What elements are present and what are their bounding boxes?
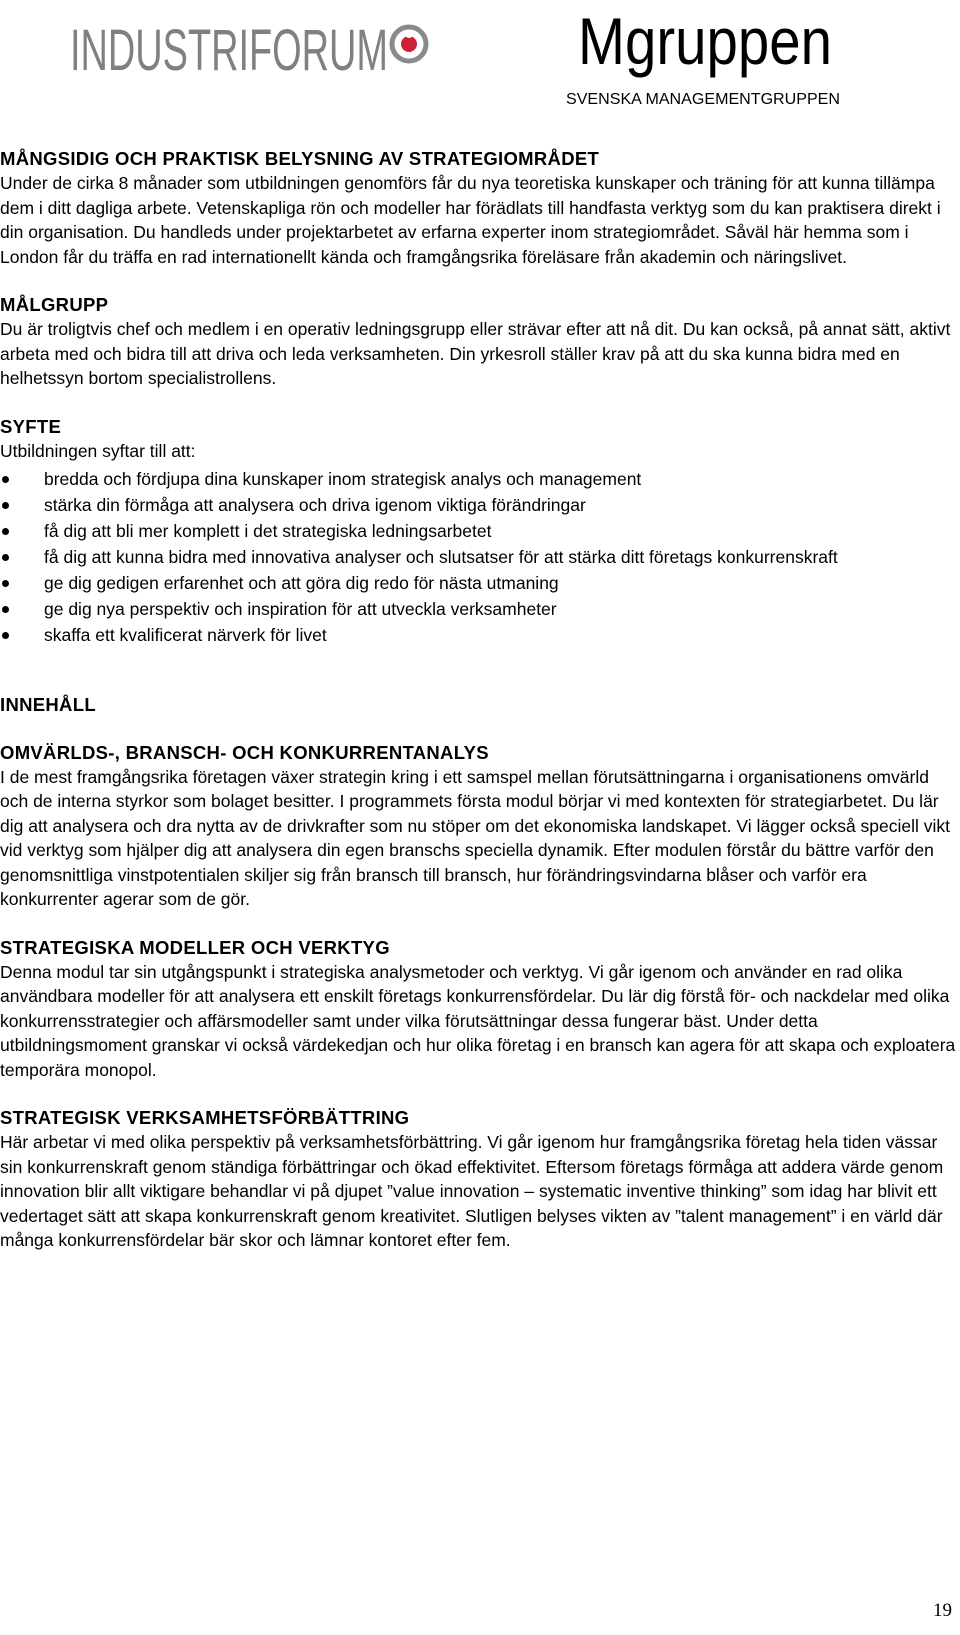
list-item: [0, 545, 960, 570]
paragraph-strategiska-modeller: Denna modul tar sin utgångspunkt i strategiska analysmetoder och verktyg. Vi går igenom och använder en rad olika användbara modeller för att analysera ett enskilt företags konkurrensfördelar. Du lär dig förstå för- och nackdelar med olika konkurrensstrategier och affärsmodeller samt under vilka förutsättningar dessa fungerar bäst. Under detta utbildningsmoment granskar vi också värdekedjan och hur olika företag i en bransch kan agera för att skapa och exploatera temporära monopol.: [0, 961, 956, 1080]
industriforum-logo-text: INDUSTRIFORUM: [70, 18, 388, 83]
section-strategiska-modeller: [0, 935, 960, 1083]
section-verksamhetsforbattring: [0, 1105, 960, 1253]
paragraph-verksamhetsforbattring: Här arbetar vi med olika perspektiv på verksamhetsförbättring. Vi går igenom hur framgångsrika företag hela tiden vässar sin konkurrenskraft genom ständiga förbättringar och ökad effektivitet. Eftersom företags förmåga att addera värde genom innovation blir allt viktigare behandlar vi på djupet ”value innovation – systematic inventive thinking” som idag har blivit ett vedertaget sätt att skapa konkurrenskraft genom kreativitet. Slutligen belyses vikten av ”talent management” i en värld där många konkurrensfördelar bär skor och lämnar kontoret efter fem.: [0, 1132, 944, 1250]
list-item: [0, 467, 960, 492]
document-body: [0, 146, 960, 1276]
bullet-icon: [2, 528, 9, 535]
paragraph-belysning: Under de cirka 8 månader som utbildningen genomförs får du nya teoretiska kunskaper och träning för att kunna tillämpa dem i ditt dagliga arbete. Vetenskapliga rön och modeller har förädlats till handfasta verktyg som du kan praktisera direkt i din organisation. Du handleds under projektarbetet av erfarna experter inom strategiområdet. Såväl här hemma som i London får du träffa en rad internationellt kända och framgångsrika föreläsare från akademin och näringslivet.: [0, 173, 941, 267]
heading-malgrupp: MÅLGRUPP: [0, 294, 109, 315]
section-malgrupp: [0, 292, 960, 391]
mgruppen-logo: [566, 0, 886, 112]
paragraph-malgrupp: Du är troligtvis chef och medlem i en operativ ledningsgrupp eller strävar efter att nå dit. Du kan också, på annat sätt, aktivt arbeta med och bidra till att driva och leda verksamheten. Din yrkesroll ställer krav på att du ska kunna bidra med en helhetssyn bortom specialistrollens.: [0, 319, 951, 388]
bullet-icon: [2, 476, 9, 483]
section-omvarldsanalys: [0, 740, 960, 912]
bullet-icon: [2, 580, 9, 587]
heading-syfte: SYFTE: [0, 415, 62, 437]
list-item: [0, 597, 960, 622]
list-item: [0, 493, 960, 518]
bullet-text: ge dig nya perspektiv och inspiration för att utveckla verksamheter: [44, 599, 557, 619]
heading-omvarldsanalys: OMVÄRLDS-, BRANSCH- OCH KONKURRENTANALYS: [0, 741, 489, 763]
mgruppen-logo-title: Mgruppen: [578, 4, 832, 78]
page-number: 19: [933, 1600, 952, 1621]
list-item: [0, 571, 960, 596]
bullet-icon: [2, 606, 9, 613]
heading-verksamhetsforbattring: STRATEGISK VERKSAMHETSFÖRBÄTTRING: [0, 1107, 410, 1128]
industriforum-emblem-icon: [392, 27, 426, 61]
bullet-text: få dig att kunna bidra med innovativa analyser och slutsatser för att stärka ditt företags konkurrenskraft: [44, 547, 838, 567]
syfte-intro: Utbildningen syftar till att:: [0, 440, 196, 461]
bullet-icon: [2, 554, 9, 561]
bullet-text: bredda och fördjupa dina kunskaper inom strategisk analys och management: [44, 469, 642, 489]
heading-belysning: MÅNGSIDIG OCH PRAKTISK BELYSNING AV STRATEGIOMRÅDET: [0, 148, 600, 169]
bullet-text: stärka din förmåga att analysera och driva igenom viktiga förändringar: [44, 495, 586, 515]
section-syfte: [0, 414, 960, 648]
heading-innehall: INNEHÅLL: [0, 693, 96, 715]
list-item: [0, 519, 960, 544]
bullet-icon: [2, 632, 9, 639]
bullet-text: ge dig gedigen erfarenhet och att göra dig redo för nästa utmaning: [44, 573, 559, 593]
section-innehall: [0, 692, 960, 717]
paragraph-omvarldsanalys: I de mest framgångsrika företagen växer strategin kring i ett samspel mellan förutsättningarna i organisationens omvärld och de interna styrkor som bolaget besitter. I programmets första modul börjar vi med kontexten för strategiarbetet. Du lär dig att analysera och dra nytta av de drivkrafter som nu stöper om det ekonomiska landskapet. Vi lägger också speciell vikt vid verktyg som hjälper dig att analysera din egen branschs speciella dynamik. Efter modulen förstår du bättre varför den genomsnittliga vinstpotentialen skiljer sig från bransch till bransch, hur förändringsvindarna blåser och varför era konkurrenter agerar som de gör.: [0, 766, 951, 909]
industriforum-logo: [70, 4, 430, 82]
bullet-text: skaffa ett kvalificerat närverk för livet: [44, 625, 327, 645]
bullet-text: få dig att bli mer komplett i det strategiska ledningsarbetet: [44, 521, 492, 541]
mgruppen-logo-subtitle: SVENSKA MANAGEMENTGRUPPEN: [566, 91, 840, 108]
heading-strategiska-modeller: STRATEGISKA MODELLER OCH VERKTYG: [0, 936, 390, 958]
list-item: [0, 623, 960, 648]
section-belysning: [0, 146, 960, 269]
bullet-icon: [2, 502, 9, 509]
syfte-bullet-list: [0, 467, 960, 648]
